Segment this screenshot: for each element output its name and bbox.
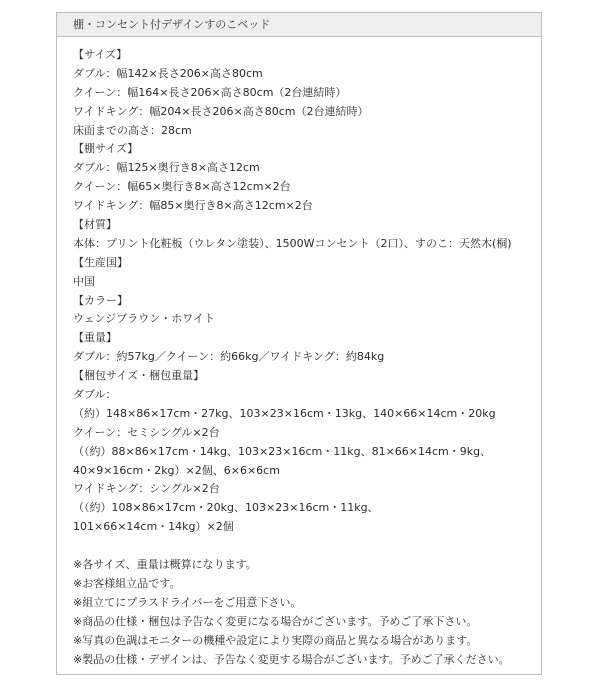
spec-note: ※お客様組立品です。 [73,576,181,590]
spec-line: 本体：プリント化粧板（ウレタン塗装）、1500Wコンセント（2口）、すのこ：天然木(桐) [73,236,512,250]
spec-line: 101×66×14cm・14kg）×2個 [73,520,234,534]
spec-line: ダブル：幅125×奥行き8×高さ12cm [73,161,260,175]
spec-header-title: 棚・コンセント付デザインすのこベッド [57,13,541,37]
spec-line: ワイドキング：幅204×長さ206×高さ80cm（2台連結時） [73,104,369,118]
spec-line: 中国 [73,274,95,288]
spec-section-heading: 【材質】 [73,218,117,232]
spec-note: ※各サイズ、重量は概算になります。 [73,558,257,572]
spec-section-heading: 【梱包サイズ・梱包重量】 [73,369,205,383]
spec-note: ※製品の仕様・デザインは、予告なく変更する場合がございます。予めご了承ください。 [73,652,510,666]
spec-section-heading: 【棚サイズ】 [73,142,139,156]
spec-line: クイーン：セミシングル×2台 [73,425,220,439]
spec-section-heading: 【カラー】 [73,293,128,307]
spacer [73,537,541,556]
spec-note: ※組立てにプラスドライバーをご用意下さい。 [73,595,302,609]
spec-line: ダブル： [73,388,117,402]
spec-line: クイーン：幅65×奥行き8×高さ12cm×2台 [73,180,291,194]
spec-line: （約）148×86×17cm・27kg、103×23×16cm・13kg、140×66×14cm・20kg [73,406,496,420]
spec-line: 床面までの高さ：28cm [73,123,192,137]
spec-line: ウェンジブラウン・ホワイト [73,312,215,326]
spec-body [57,37,541,669]
spec-section-heading: 【重量】 [73,331,117,345]
product-spec-box [56,12,542,675]
spec-line: 40×9×16cm・2kg）×2個、6×6×6cm [73,463,280,477]
spec-line: ワイドキング：シングル×2台 [73,482,220,496]
spec-note: ※商品の仕様・梱包は予告なく変更になる場合がございます。予めご了承下さい。 [73,614,478,628]
spec-line: （（約）108×86×17cm・20kg、103×23×16cm・11kg、 [73,501,379,515]
spec-line: ダブル：約57kg／クイーン：約66kg／ワイドキング：約84kg [73,350,385,364]
spec-line: クイーン：幅164×長さ206×高さ80cm（2台連結時） [73,85,347,99]
spec-line: ワイドキング：幅85×奥行き8×高さ12cm×2台 [73,199,313,213]
spec-note: ※写真の色調はモニターの機種や設定により実際の商品と異なる場合があります。 [73,633,478,647]
spec-section-heading: 【生産国】 [73,255,128,269]
spec-section-heading: 【サイズ】 [73,48,128,61]
spec-line: （（約）88×86×17cm・14kg、103×23×16cm・11kg、81×66×14cm・9kg、 [73,444,492,458]
spec-line: ダブル：幅142×長さ206×高さ80cm [73,66,263,80]
